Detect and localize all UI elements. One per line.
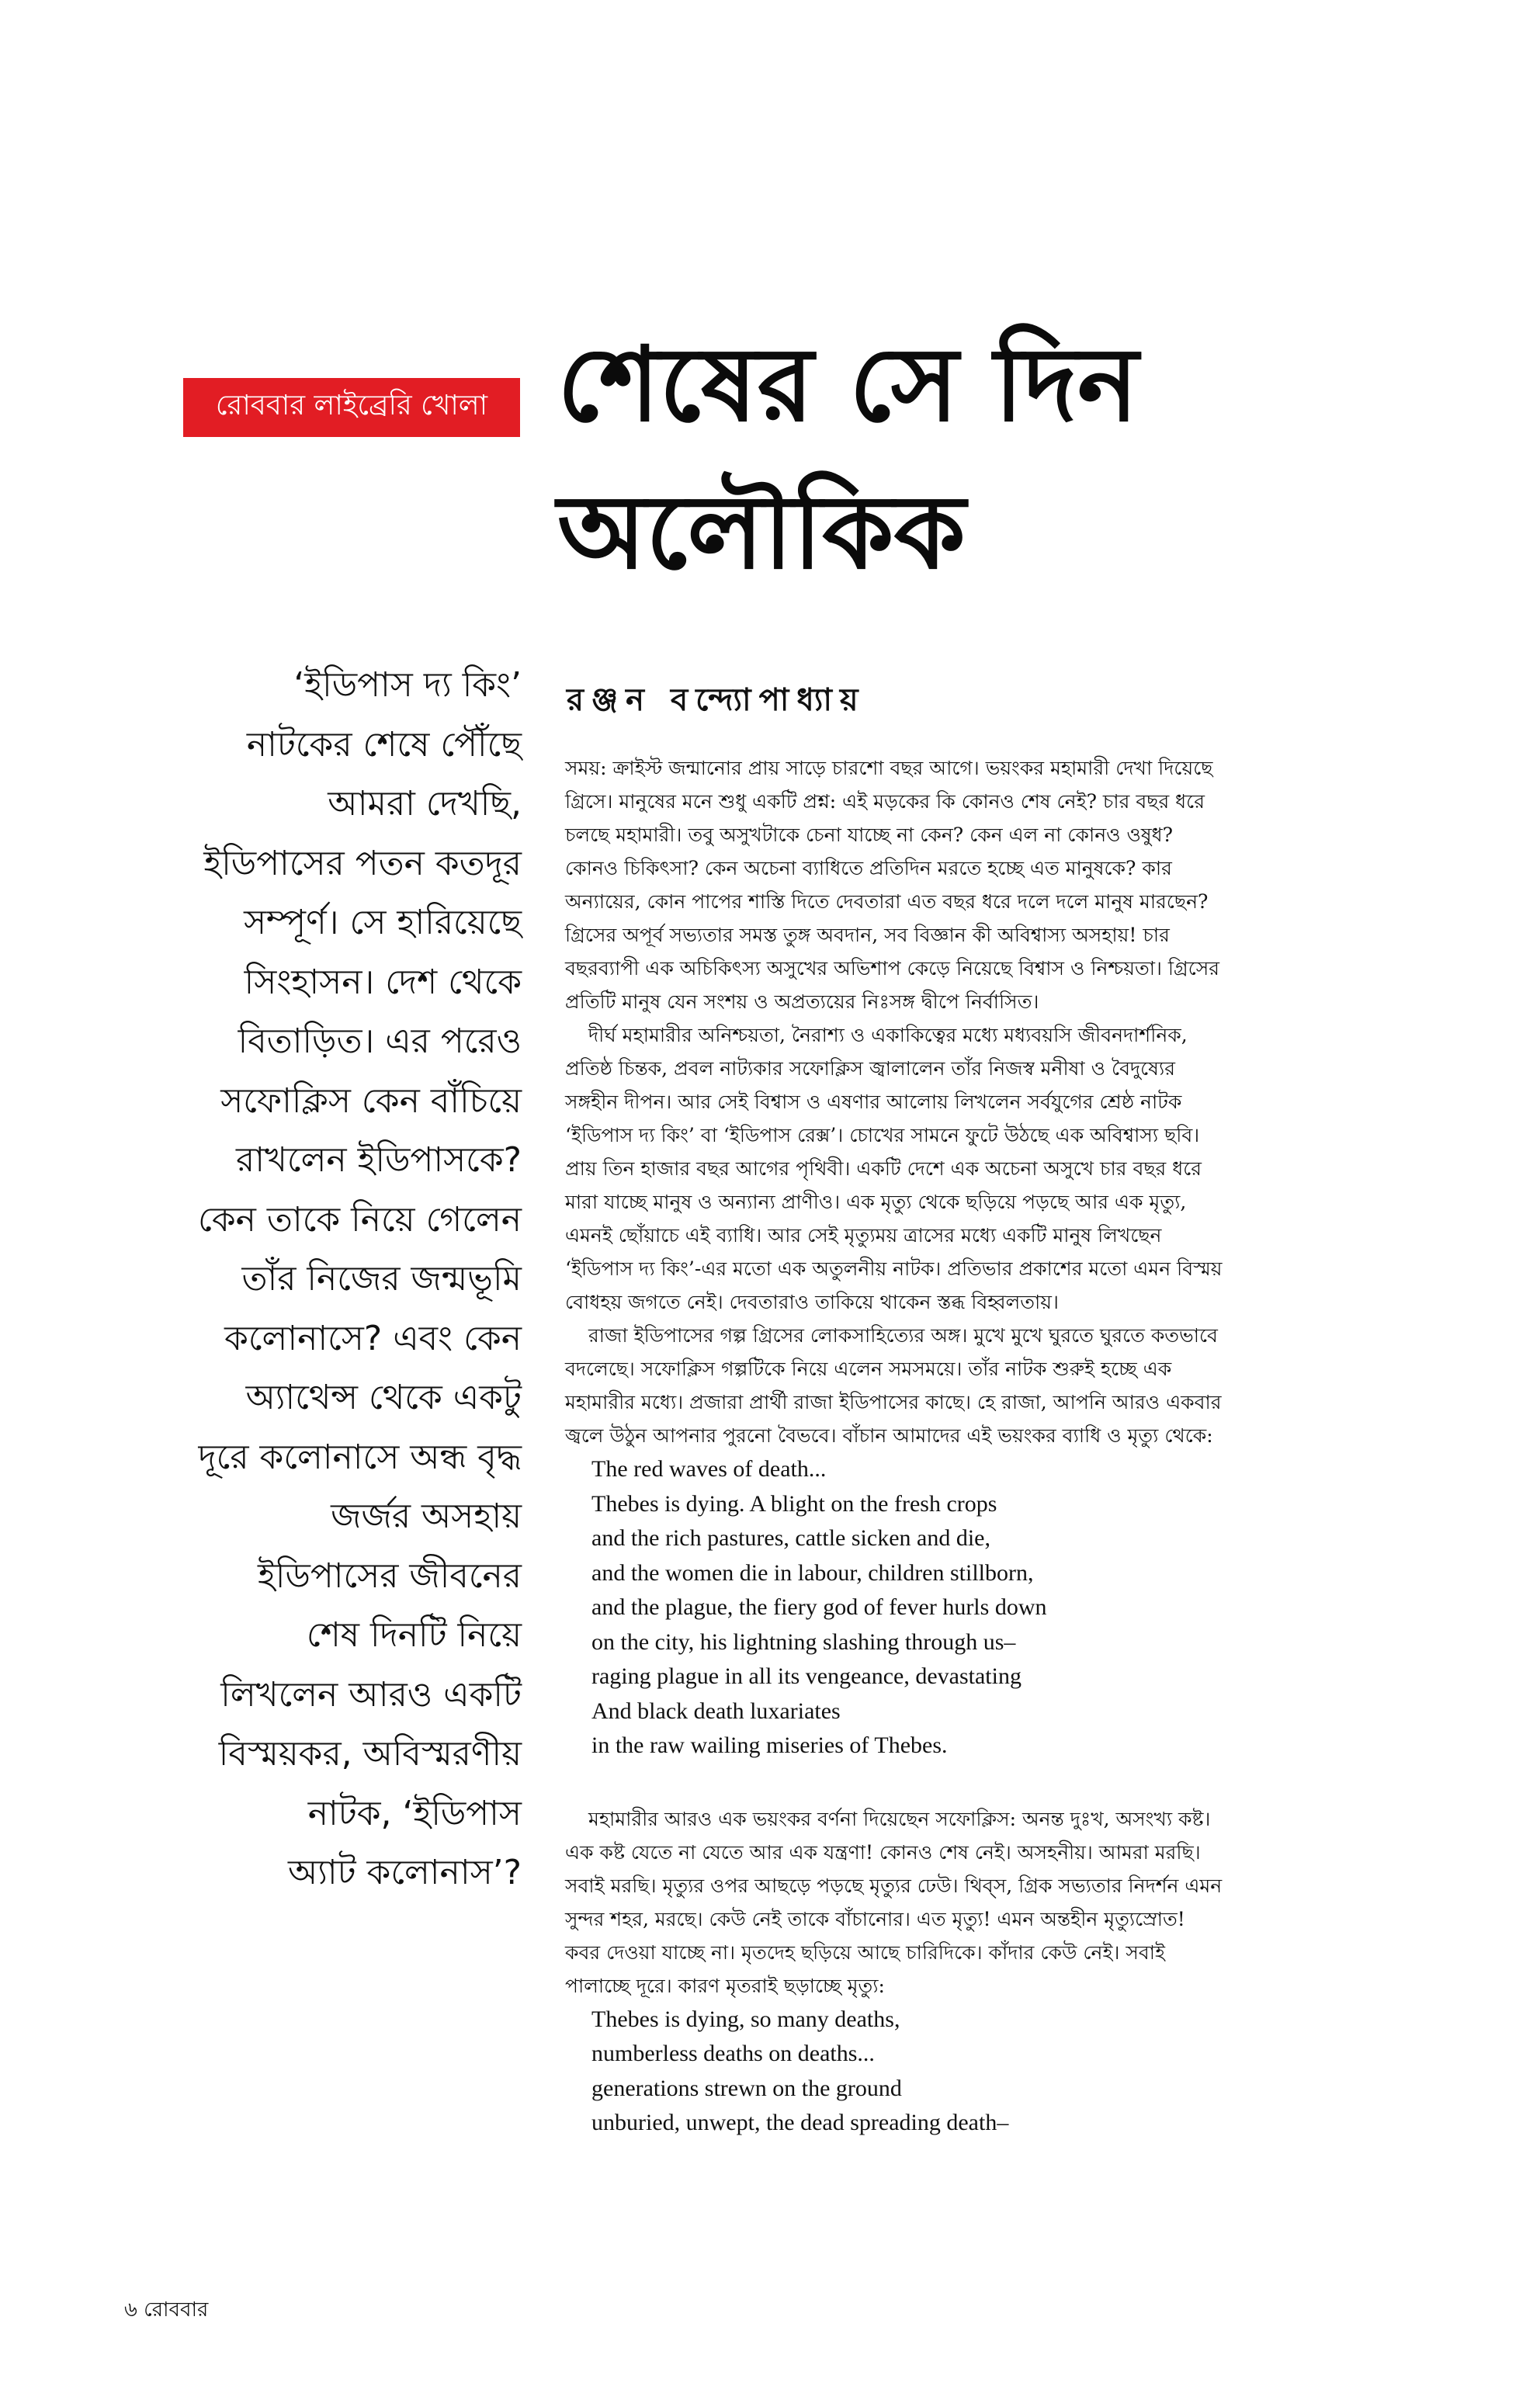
- body-line: প্রায় তিন হাজার বছর আগের পৃথিবী। একটি দেশে এক অচেনা অসুখে চার বছর ধরে: [565, 1157, 1202, 1180]
- body-line: মহামারীর আরও এক ভয়ংকর বর্ণনা দিয়েছেন সফোক্লিস: অনন্ত দুঃখ, অসংখ্য কষ্ট।: [588, 1807, 1211, 1830]
- article-body: [565, 751, 1427, 2141]
- pull-quote: [124, 656, 522, 1903]
- section-label: রোববার লাইব্রেরি খোলা: [183, 378, 520, 437]
- body-line: প্রতিষ্ঠ চিন্তক, প্রবল নাট্যকার সফোক্লিস জ্বালালেন তাঁর নিজস্ব মনীষা ও বৈদুষ্যের: [565, 1057, 1175, 1080]
- pull-quote-line: ইডিপাসের পতন কতদূর: [203, 843, 522, 883]
- body-line: চলছে মহামারী। তবু অসুখটাকে চেনা যাচ্ছে না কেন? কেন এল না কোনও ওষুধ?: [565, 824, 1174, 846]
- quote-line: unburied, unwept, the dead spreading death–: [591, 2110, 1009, 2135]
- paragraph-3: [565, 1319, 1427, 1452]
- body-line: দীর্ঘ মহামারীর অনিশ্চয়তা, নৈরাশ্য ও একাকিত্বের মধ্যে মধ্যবয়সি জীবনদার্শনিক,: [588, 1024, 1188, 1046]
- quote-line: generations strewn on the ground: [591, 2075, 902, 2101]
- body-line: জ্বলে উঠুন আপনার পুরনো বৈভবে। বাঁচান আমাদের এই ভয়ংকর ব্যাধি ও মৃত্যু থেকে:: [565, 1424, 1213, 1447]
- paragraph-gap: [565, 1764, 1427, 1802]
- pull-quote-line: নাটক, ‘ইডিপাস: [307, 1793, 522, 1833]
- quote-line: And black death luxariates: [591, 1698, 841, 1724]
- quote-line: The red waves of death...: [591, 1456, 827, 1482]
- pull-quote-line: কলোনাসে? এবং কেন: [224, 1318, 522, 1358]
- pull-quote-line: লিখলেন আরও একটি: [220, 1674, 522, 1715]
- body-line: বোধহয় জগতে নেই। দেবতারাও তাকিয়ে থাকেন স্তব্ধ বিহ্বলতায়।: [565, 1291, 1059, 1313]
- quote-line: and the women die in labour, children stillborn,: [591, 1559, 1034, 1586]
- body-line: ‘ইডিপাস দ্য কিং’-এর মতো এক অতুলনীয় নাটক। প্রতিভার প্রকাশের মতো এমন বিস্ময়: [565, 1257, 1223, 1280]
- body-line: বদলেছে। সফোক্লিস গল্পটিকে নিয়ে এলেন সমসময়ে। তাঁর নাটক শুরুই হচ্ছে এক: [565, 1358, 1172, 1380]
- quote-line: and the rich pastures, cattle sicken and die,: [591, 1525, 990, 1551]
- author-byline: রঞ্জন বন্দ্যোপাধ্যায়: [567, 682, 866, 718]
- paragraph-1: [565, 751, 1427, 1018]
- english-quote-2: [565, 2003, 1427, 2141]
- body-line: বছরব্যাপী এক অচিকিৎস্য অসুখের অভিশাপ কেড়ে নিয়েছে বিশ্বাস ও নিশ্চয়তা। গ্রিসের: [565, 957, 1220, 980]
- pull-quote-line: ইডিপাসের জীবনের: [257, 1555, 522, 1596]
- quote-line: Thebes is dying. A blight on the fresh crops: [591, 1490, 997, 1517]
- english-quote-1: [565, 1452, 1427, 1764]
- quote-line: raging plague in all its vengeance, devastating: [591, 1663, 1021, 1689]
- body-line: কবর দেওয়া যাচ্ছে না। মৃতদেহ ছড়িয়ে আছে চারিদিকে। কাঁদার কেউ নেই। সবাই: [565, 1940, 1166, 1964]
- pull-quote-line: তাঁর নিজের জন্মভূমি: [241, 1259, 522, 1299]
- pull-quote-line: দূরে কলোনাসে অন্ধ বৃদ্ধ: [198, 1437, 522, 1477]
- pull-quote-line: রাখলেন ইডিপাসকে?: [236, 1140, 522, 1180]
- body-line: রাজা ইডিপাসের গল্প গ্রিসের লোকসাহিত্যের অঙ্গ। মুখে মুখে ঘুরতে ঘুরতে কতভাবে: [588, 1324, 1218, 1347]
- pull-quote-line: শেষ দিনটি নিয়ে: [306, 1615, 522, 1655]
- body-line: সবাই মরছি। মৃত্যুর ওপর আছড়ে পড়ছে মৃত্যুর ঢেউ। থিব্‌স, গ্রিক সভ্যতার নিদর্শন এমন: [565, 1874, 1223, 1897]
- paragraph-2: [565, 1018, 1427, 1319]
- body-line: ‘ইডিপাস দ্য কিং’ বা ‘ইডিপাস রেক্স’। চোখের সামনে ফুটে উঠছে এক অবিশ্বাস্য ছবি।: [565, 1124, 1200, 1146]
- pull-quote-line: সিংহাসন। দেশ থেকে: [244, 962, 522, 1002]
- pull-quote-line: ‘ইডিপাস দ্য কিং’: [293, 665, 522, 705]
- body-line: মারা যাচ্ছে মানুষ ও অন্যান্য প্রাণীও। এক মৃত্যু থেকে ছড়িয়ে পড়ছে আর এক মৃত্যু,: [565, 1191, 1187, 1213]
- page-footer: ৬ রোববার: [124, 2298, 209, 2322]
- paragraph-4: [565, 1802, 1427, 2003]
- quote-line: on the city, his lightning slashing through us–: [591, 1628, 1016, 1655]
- body-line: এক কষ্ট যেতে না যেতে আর এক যন্ত্রণা! কোনও শেষ নেই। অসহনীয়। আমরা মরছি।: [565, 1840, 1201, 1864]
- pull-quote-line: সফোক্লিস কেন বাঁচিয়ে: [220, 1080, 522, 1121]
- pull-quote-line: অ্যাথেন্স থেকে একটু: [245, 1378, 522, 1417]
- body-line: গ্রিসে। মানুষের মনে শুধু একটি প্রশ্ন: এই মড়কের কি কোনও শেষ নেই? চার বছর ধরে: [565, 790, 1205, 813]
- quote-line: and the plague, the fiery god of fever hurls down: [591, 1594, 1047, 1620]
- pull-quote-line: জর্জর অসহায়: [331, 1496, 522, 1536]
- pull-quote-line: বিতাড়িত। এর পরেও: [238, 1021, 522, 1061]
- body-line: কোনও চিকিৎসা? কেন অচেনা ব্যাধিতে প্রতিদিন মরতে হচ্ছে এত মানুষকে? কার: [565, 857, 1172, 879]
- body-line: সময়: ক্রাইস্ট জন্মানোর প্রায় সাড়ে চারশো বছর আগে। ভয়ংকর মহামারী দেখা দিয়েছে: [565, 757, 1213, 779]
- pull-quote-line: নাটকের শেষে পৌঁছে: [246, 724, 522, 765]
- pull-quote-line: অ্যাট কলোনাস’?: [287, 1853, 522, 1892]
- body-line: সঙ্গহীন দীপন। আর সেই বিশ্বাস ও এষণার আলোয় লিখলেন সর্বযুগের শ্রেষ্ঠ নাটক: [565, 1091, 1182, 1113]
- body-line: পালাচ্ছে দূরে। কারণ মৃতরাই ছড়াচ্ছে মৃত্যু:: [565, 1974, 885, 1997]
- headline-line-2: অলৌকিক: [557, 473, 966, 592]
- quote-line: numberless deaths on deaths...: [591, 2041, 875, 2066]
- body-line: অন্যায়ের, কোন পাপের শাস্তি দিতে দেবতারা এত বছর ধরে দলে দলে মানুষ মারছেন?: [565, 890, 1209, 913]
- body-line: সুন্দর শহর, মরছে। কেউ নেই তাকে বাঁচানোর। এত মৃত্যু! এমন অন্তহীন মৃত্যুস্রোত!: [565, 1907, 1185, 1930]
- quote-line: Thebes is dying, so many deaths,: [591, 2006, 900, 2032]
- body-line: এমনই ছোঁয়াচে এই ব্যাধি। আর সেই মৃত্যুময় ত্রাসের মধ্যে একটি মানুষ লিখছেন: [565, 1224, 1162, 1247]
- pull-quote-line: বিস্ময়কর, অবিস্মরণীয়: [218, 1734, 522, 1774]
- pull-quote-line: কেন তাকে নিয়ে গেলেন: [198, 1199, 522, 1240]
- pull-quote-line: সম্পূর্ণ। সে হারিয়েছে: [244, 903, 522, 942]
- body-line: প্রতিটি মানুষ যেন সংশয় ও অপ্রত্যয়ের নিঃসঙ্গ দ্বীপে নির্বাসিত।: [565, 990, 1039, 1013]
- body-line: গ্রিসের অপূর্ব সভ্যতার সমস্ত তুঙ্গ অবদান, সব বিজ্ঞান কী অবিশ্বাস্য অসহায়! চার: [565, 924, 1170, 946]
- quote-line: in the raw wailing miseries of Thebes.: [591, 1732, 948, 1758]
- pull-quote-line: আমরা দেখছি,: [328, 784, 522, 824]
- headline-line-1: শেষের সে দিন: [557, 325, 1139, 445]
- body-line: মহামারীর মধ্যে। প্রজারা প্রার্থী রাজা ইডিপাসের কাছে। হে রাজা, আপনি আরও একবার: [565, 1391, 1222, 1413]
